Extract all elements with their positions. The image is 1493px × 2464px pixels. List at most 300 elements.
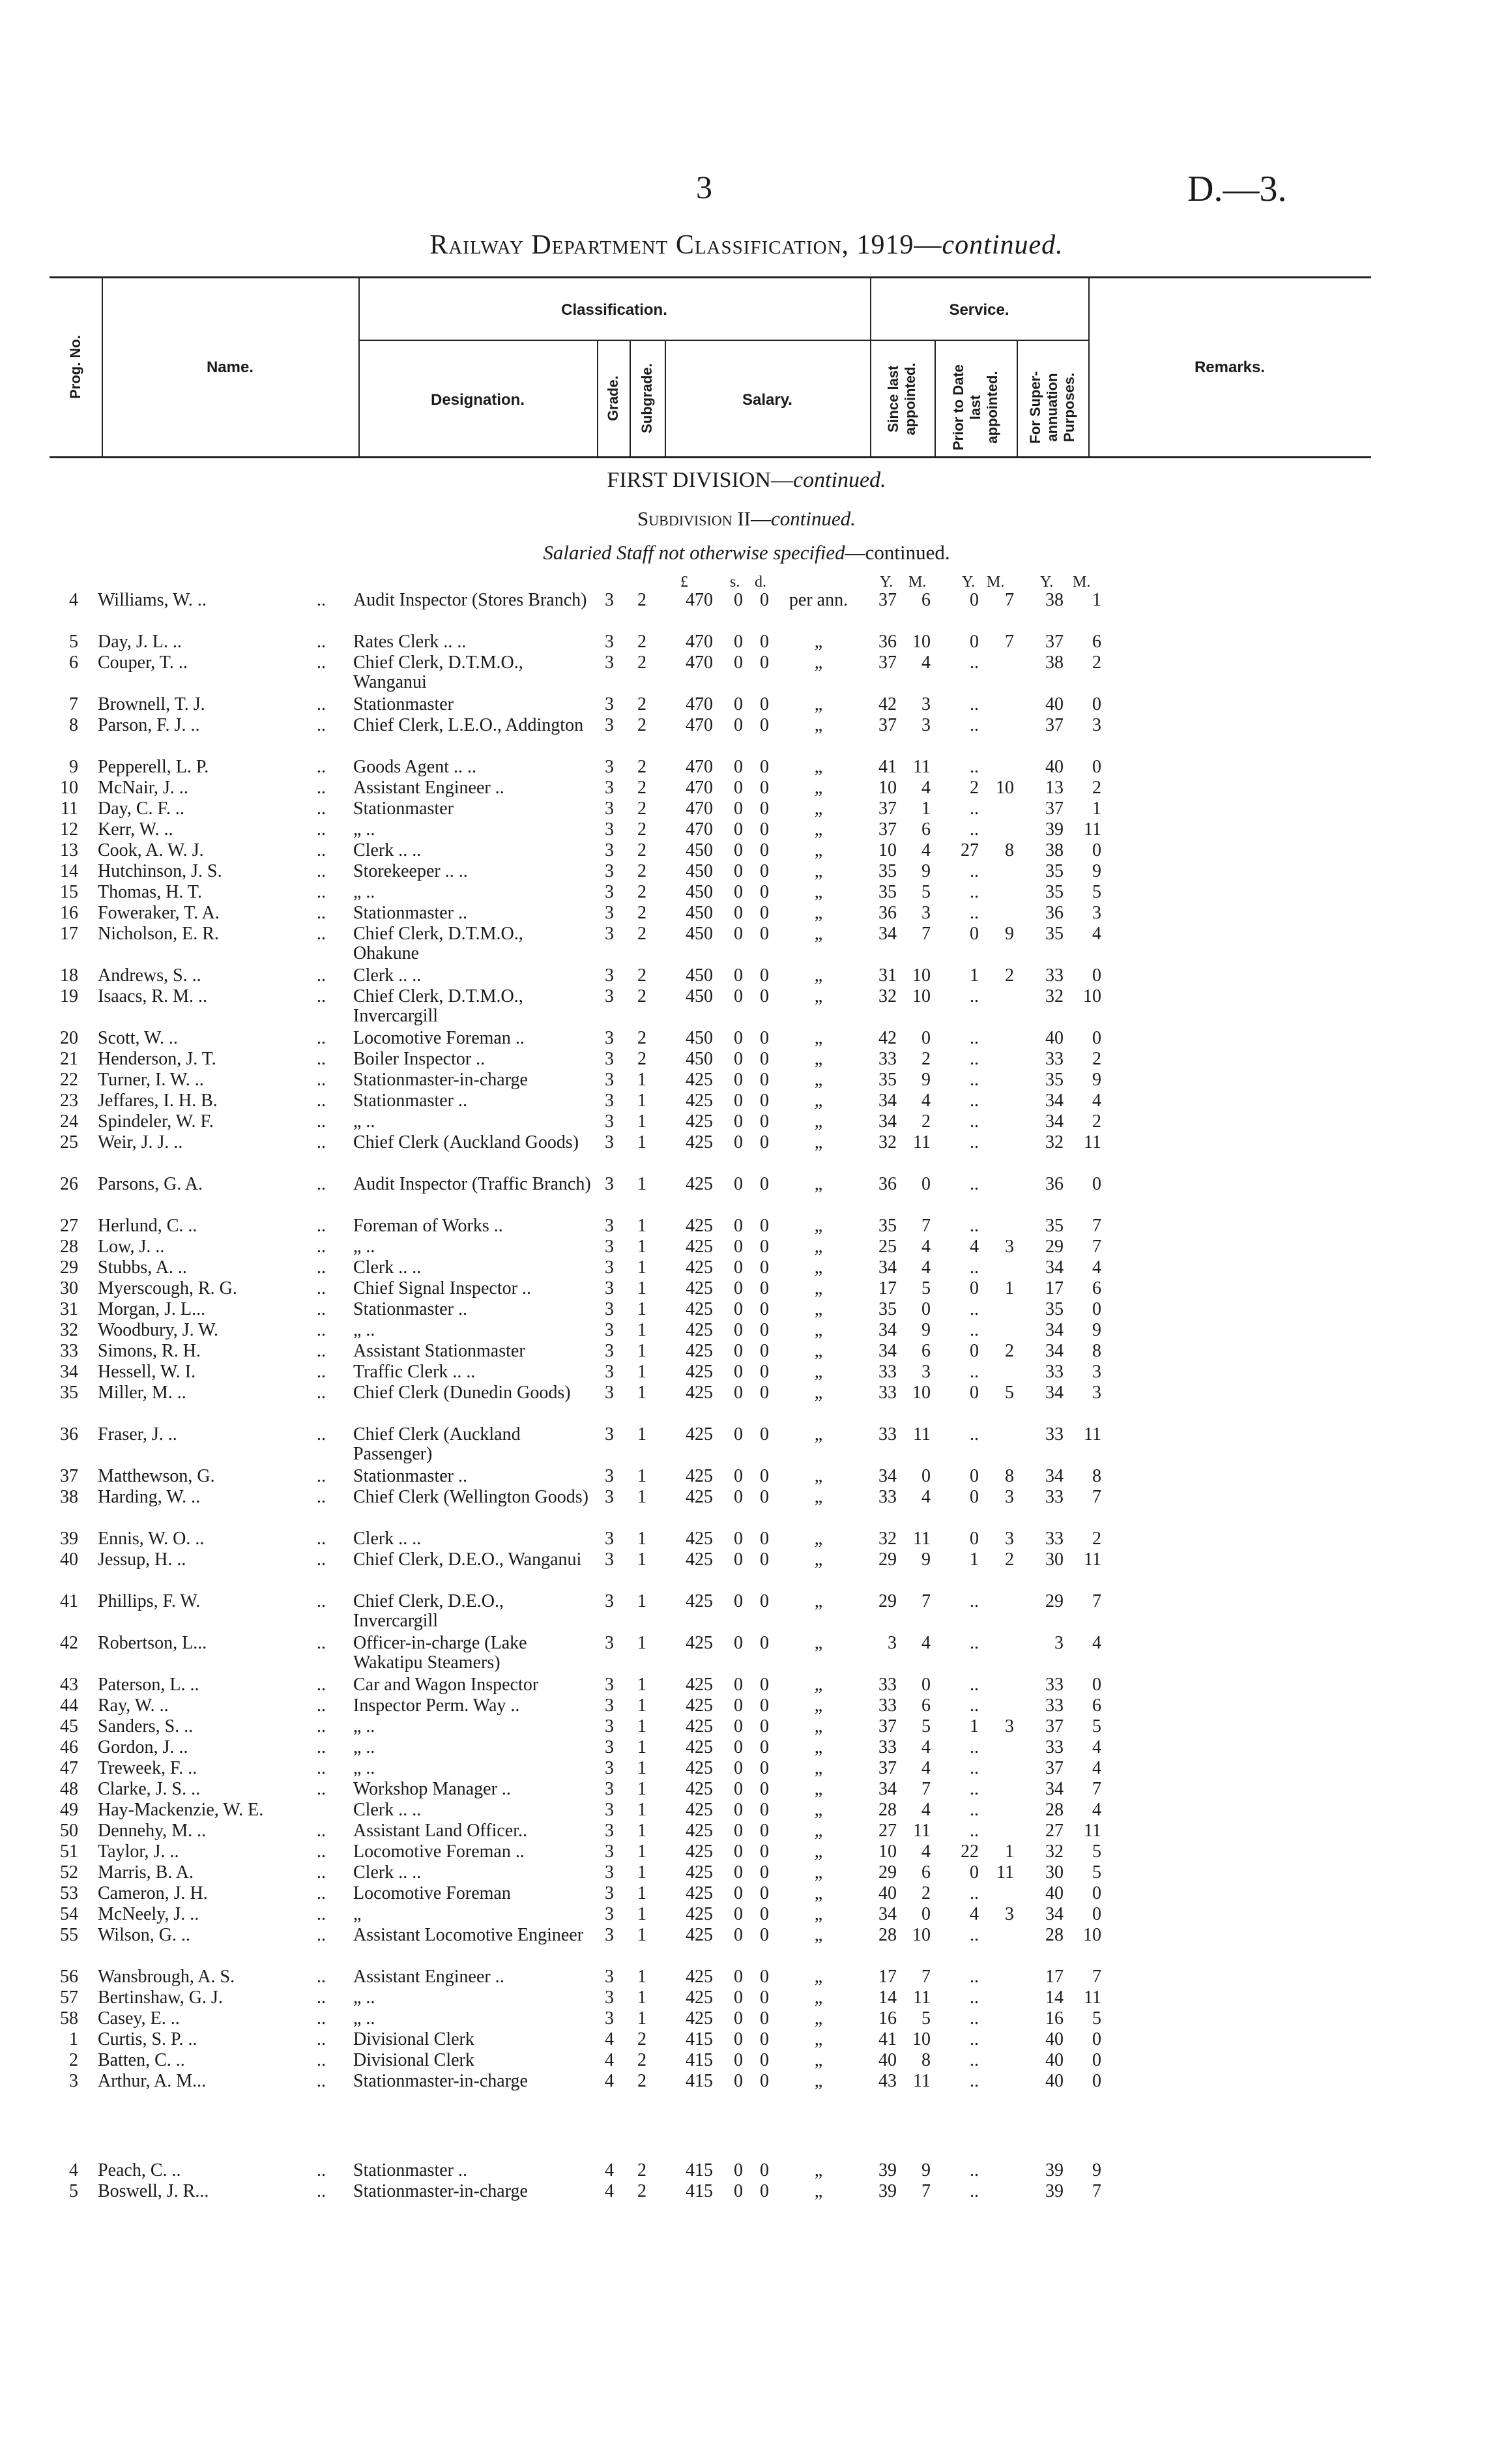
cell-desig: Clerk .. ..: [353, 965, 422, 986]
cell-py: ..: [970, 1049, 979, 1069]
cell-pounds: 450: [686, 1049, 713, 1069]
cell-s: 0: [734, 1841, 743, 1862]
cell-name: Spindeler, W. F.: [98, 1111, 214, 1132]
cell-tm: 9: [1092, 861, 1101, 881]
cell-no: 11: [61, 799, 78, 819]
header-mid-rule: [358, 340, 1088, 341]
cell-sm: 4: [921, 840, 931, 860]
cell-tm: 5: [1092, 1716, 1101, 1737]
cell-s: 0: [734, 715, 743, 735]
cell-s: 0: [734, 1091, 743, 1111]
cell-sy: 33: [878, 1049, 897, 1069]
cell-desig: „ ..: [353, 2008, 375, 2029]
cell-sy: 17: [878, 1278, 897, 1298]
cell-s: 0: [734, 1028, 743, 1048]
cell-tm: 0: [1092, 2050, 1101, 2070]
cell-sy: 33: [878, 1362, 897, 1382]
cell-d: 0: [760, 1800, 769, 1820]
cell-desig: „ ..: [353, 1716, 375, 1737]
cell-py: ..: [970, 1257, 979, 1278]
cell-per: „: [814, 2008, 823, 2029]
cell-sm: 10: [912, 632, 931, 652]
cell-desig: Locomotive Foreman ..: [353, 1028, 525, 1048]
header-divider: [597, 340, 598, 456]
cell-tm: 0: [1092, 840, 1101, 860]
cell-sm: 9: [921, 2160, 931, 2180]
header-salary: Salary.: [742, 391, 792, 409]
cell-no: 17: [60, 924, 78, 944]
cell-pounds: 425: [686, 1174, 713, 1194]
cell-name: Phillips, F. W.: [98, 1591, 201, 1611]
cell-no: 22: [60, 1070, 78, 1090]
cell-d: 0: [760, 840, 769, 860]
cell-sub: 1: [637, 1320, 646, 1340]
cell-tm: 9: [1092, 2160, 1101, 2180]
cell-pm: 3: [1005, 1487, 1014, 1507]
cell-sm: 2: [921, 1049, 931, 1069]
cell-sy: 33: [878, 1695, 897, 1716]
cell-no: 29: [60, 1257, 78, 1278]
cell-tm: 11: [1084, 1132, 1101, 1152]
cell-dots: ..: [317, 1362, 326, 1382]
cell-desig: Audit Inspector (Traffic Branch): [353, 1174, 591, 1194]
cell-s: 0: [734, 1049, 743, 1069]
cell-tm: 7: [1092, 1487, 1101, 1507]
cell-py: 1: [970, 1549, 979, 1570]
cell-per: „: [814, 2181, 823, 2201]
cell-ty: 40: [1045, 2071, 1064, 2091]
cell-py: 22: [961, 1841, 979, 1862]
cell-no: 37: [60, 1466, 78, 1486]
cell-no: 9: [69, 757, 78, 777]
cell-grade: 3: [605, 1591, 614, 1611]
cell-tm: 7: [1092, 1967, 1101, 1987]
cell-tm: 0: [1092, 757, 1101, 777]
cell-per: „: [814, 715, 823, 735]
cell-ty: 39: [1045, 2181, 1064, 2201]
cell-grade: 3: [605, 590, 614, 610]
cell-s: 0: [734, 2071, 743, 2091]
cell-grade: 3: [605, 1758, 614, 1778]
cell-no: 12: [60, 819, 78, 840]
cell-dots: ..: [317, 1695, 326, 1716]
cell-no: 28: [60, 1237, 78, 1257]
cell-tm: 9: [1092, 1320, 1101, 1340]
cell-pounds: 450: [686, 1028, 713, 1048]
cell-sy: 43: [878, 2071, 897, 2091]
cell-sy: 36: [878, 903, 897, 923]
cell-d: 0: [760, 1925, 769, 1945]
cell-d: 0: [760, 590, 769, 610]
cell-desig: „ ..: [353, 882, 375, 902]
cell-sub: 2: [637, 840, 646, 860]
cell-tm: 4: [1092, 1758, 1101, 1778]
cell-sy: 37: [878, 590, 897, 610]
cell-tm: 0: [1092, 2071, 1101, 2091]
cell-per: „: [814, 1028, 823, 1048]
cell-ty: 37: [1045, 715, 1064, 735]
cell-sy: 35: [878, 1299, 897, 1319]
cell-no: 58: [60, 2008, 78, 2029]
cell-grade: 3: [605, 1737, 614, 1757]
cell-name: Paterson, L. ..: [98, 1675, 199, 1695]
cell-d: 0: [760, 1821, 769, 1841]
cell-dots: ..: [317, 2050, 326, 2070]
cell-s: 0: [734, 1904, 743, 1924]
cell-sm: 4: [921, 1737, 931, 1757]
cell-sub: 1: [637, 1758, 646, 1778]
cell-sy: 3: [888, 1633, 897, 1653]
cell-py: 0: [970, 590, 979, 610]
cell-pounds: 425: [686, 1716, 713, 1737]
unit-years-super: Y.: [1040, 574, 1054, 591]
cell-sy: 35: [878, 861, 897, 881]
cell-d: 0: [760, 2181, 769, 2201]
cell-desig: Stationmaster: [353, 799, 454, 819]
cell-per: „: [814, 1779, 823, 1799]
cell-py: 4: [970, 1904, 979, 1924]
cell-dots: ..: [317, 1904, 326, 1924]
cell-no: 34: [60, 1362, 78, 1382]
cell-dots: ..: [317, 1424, 326, 1445]
cell-desig: Assistant Engineer ..: [353, 778, 504, 798]
cell-desig: „ ..: [353, 819, 375, 840]
cell-sy: 10: [878, 1841, 897, 1862]
cell-py: ..: [970, 903, 979, 923]
cell-sy: 34: [878, 1111, 897, 1132]
cell-desig: Chief Clerk, D.E.O., Invercargill: [353, 1591, 504, 1631]
cell-pounds: 470: [686, 819, 713, 840]
cell-tm: 8: [1092, 1341, 1101, 1361]
cell-sub: 2: [637, 2050, 646, 2070]
cell-sy: 34: [878, 1257, 897, 1278]
cell-dots: ..: [317, 778, 326, 798]
cell-pounds: 425: [686, 2008, 713, 2029]
cell-name: Turner, I. W. ..: [98, 1070, 204, 1090]
cell-sy: 42: [878, 694, 897, 714]
cell-ty: 32: [1045, 986, 1064, 1006]
cell-d: 0: [760, 694, 769, 714]
cell-tm: 7: [1092, 1591, 1101, 1611]
cell-no: 53: [60, 1883, 78, 1903]
cell-pm: 8: [1005, 840, 1014, 860]
cell-ty: 36: [1045, 1174, 1064, 1194]
cell-name: Bertinshaw, G. J.: [98, 1987, 223, 2008]
cell-pounds: 425: [686, 1841, 713, 1862]
cell-pm: 2: [1005, 965, 1014, 986]
cell-ty: 34: [1045, 1904, 1064, 1924]
cell-sm: 11: [913, 1987, 931, 2008]
cell-sy: 31: [878, 965, 897, 986]
cell-grade: 3: [605, 1299, 614, 1319]
cell-py: ..: [970, 1216, 979, 1236]
cell-name: Herlund, C. ..: [98, 1216, 197, 1236]
cell-grade: 3: [605, 1675, 614, 1695]
cell-sm: 3: [921, 694, 931, 714]
cell-d: 0: [760, 1028, 769, 1048]
cell-no: 4: [69, 590, 78, 610]
cell-tm: 4: [1092, 1257, 1101, 1278]
cell-sy: 41: [878, 2029, 897, 2049]
cell-no: 31: [60, 1299, 78, 1319]
cell-grade: 3: [605, 1925, 614, 1945]
cell-dots: ..: [317, 882, 326, 902]
cell-pm: 5: [1005, 1383, 1014, 1403]
cell-s: 0: [734, 1216, 743, 1236]
cell-grade: 3: [605, 1529, 614, 1549]
cell-per: „: [814, 757, 823, 777]
cell-ty: 35: [1045, 1216, 1064, 1236]
cell-pounds: 470: [686, 694, 713, 714]
cell-per: „: [814, 1237, 823, 1257]
cell-py: ..: [970, 1758, 979, 1778]
cell-name: Matthewson, G.: [98, 1466, 215, 1486]
cell-dots: ..: [317, 1174, 326, 1194]
cell-sm: 4: [921, 1841, 931, 1862]
unit-months-since: M.: [908, 574, 927, 591]
cell-sub: 2: [637, 2029, 646, 2049]
cell-ty: 40: [1045, 757, 1064, 777]
cell-name: Treweek, F. ..: [98, 1758, 197, 1778]
cell-dots: ..: [317, 1341, 326, 1361]
cell-dots: ..: [317, 1299, 326, 1319]
cell-no: 50: [60, 1821, 78, 1841]
cell-desig: Stationmaster-in-charge: [353, 1070, 528, 1090]
cell-dots: ..: [317, 1967, 326, 1987]
cell-sub: 2: [637, 653, 646, 673]
cell-sm: 11: [913, 757, 931, 777]
cell-name: Parson, F. J. ..: [98, 715, 200, 735]
cell-grade: 3: [605, 1862, 614, 1883]
cell-s: 0: [734, 1695, 743, 1716]
cell-dots: ..: [317, 1257, 326, 1278]
cell-py: ..: [970, 1362, 979, 1382]
cell-d: 0: [760, 986, 769, 1006]
cell-sm: 0: [921, 1904, 931, 1924]
cell-sub: 1: [637, 1487, 646, 1507]
cell-d: 0: [760, 1779, 769, 1799]
cell-sub: 2: [637, 903, 646, 923]
cell-sm: 11: [913, 2071, 931, 2091]
cell-sy: 29: [878, 1862, 897, 1883]
cell-sub: 2: [637, 986, 646, 1006]
cell-pounds: 470: [686, 590, 713, 610]
division-title: FIRST DIVISION—: [607, 468, 793, 492]
cell-sub: 2: [637, 632, 646, 652]
cell-desig: „ ..: [353, 1987, 375, 2008]
cell-name: Batten, C. ..: [98, 2050, 185, 2070]
cell-ty: 34: [1045, 1466, 1064, 1486]
cell-sy: 34: [878, 1320, 897, 1340]
cell-tm: 3: [1092, 1362, 1101, 1382]
cell-grade: 3: [605, 903, 614, 923]
cell-tm: 1: [1092, 590, 1101, 610]
cell-s: 0: [734, 1591, 743, 1611]
cell-s: 0: [734, 840, 743, 860]
header-name: Name.: [206, 359, 254, 376]
cell-s: 0: [734, 1716, 743, 1737]
cell-name: Taylor, J. ..: [98, 1841, 179, 1862]
cell-pounds: 425: [686, 1967, 713, 1987]
cell-grade: 3: [605, 1320, 614, 1340]
cell-pounds: 425: [686, 1320, 713, 1340]
cell-grade: 3: [605, 1278, 614, 1298]
cell-s: 0: [734, 1800, 743, 1820]
cell-dots: ..: [317, 2160, 326, 2180]
cell-sub: 1: [637, 1466, 646, 1486]
cell-tm: 11: [1084, 1424, 1101, 1445]
cell-no: 33: [60, 1341, 78, 1361]
cell-name: Parsons, G. A.: [98, 1174, 203, 1194]
cell-s: 0: [734, 1758, 743, 1778]
cell-desig: Chief Clerk, D.T.M.O., Wanganui: [353, 653, 523, 692]
cell-name: Fraser, J. ..: [98, 1424, 177, 1445]
cell-desig: Inspector Perm. Way ..: [353, 1695, 520, 1716]
cell-pounds: 425: [686, 1821, 713, 1841]
cell-sub: 1: [637, 1278, 646, 1298]
cell-desig: Stationmaster-in-charge: [353, 2181, 528, 2201]
cell-ty: 39: [1045, 2160, 1064, 2180]
cell-no: 49: [60, 1800, 78, 1820]
cell-grade: 3: [605, 1341, 614, 1361]
cell-tm: 0: [1092, 965, 1101, 986]
cell-s: 0: [734, 778, 743, 798]
cell-grade: 3: [605, 1383, 614, 1403]
cell-d: 0: [760, 1904, 769, 1924]
cell-d: 0: [760, 1758, 769, 1778]
cell-tm: 5: [1092, 882, 1101, 902]
cell-grade: 3: [605, 882, 614, 902]
cell-dots: ..: [317, 1132, 326, 1152]
cell-no: 52: [60, 1862, 78, 1883]
cell-sub: 1: [637, 2008, 646, 2029]
cell-no: 15: [60, 882, 78, 902]
cell-sub: 1: [637, 1925, 646, 1945]
cell-no: 20: [60, 1028, 78, 1048]
cell-ty: 33: [1045, 1529, 1064, 1549]
cell-per: „: [814, 965, 823, 986]
cell-d: 0: [760, 1737, 769, 1757]
unit-shillings: s.: [730, 574, 740, 591]
cell-sy: 34: [878, 1779, 897, 1799]
cell-name: Isaacs, R. M. ..: [98, 986, 207, 1006]
cell-pounds: 425: [686, 1591, 713, 1611]
cell-sy: 37: [878, 715, 897, 735]
cell-name: Jeffares, I. H. B.: [98, 1091, 218, 1111]
cell-desig: Chief Clerk (Wellington Goods): [353, 1487, 588, 1507]
cell-name: Jessup, H. ..: [98, 1549, 186, 1570]
cell-sm: 7: [921, 1216, 931, 1236]
cell-d: 0: [760, 2029, 769, 2049]
cell-per: „: [814, 1466, 823, 1486]
cell-dots: ..: [317, 1487, 326, 1507]
cell-sm: 6: [921, 1862, 931, 1883]
cell-sub: 1: [637, 1800, 646, 1820]
cell-sm: 3: [921, 1362, 931, 1382]
cell-tm: 6: [1092, 632, 1101, 652]
cell-sub: 2: [637, 882, 646, 902]
cell-name: Sanders, S. ..: [98, 1716, 194, 1737]
cell-s: 0: [734, 1925, 743, 1945]
cell-s: 0: [734, 1278, 743, 1298]
cell-s: 0: [734, 1967, 743, 1987]
cell-grade: 3: [605, 1904, 614, 1924]
cell-d: 0: [760, 2160, 769, 2180]
cell-tm: 0: [1092, 694, 1101, 714]
cell-tm: 0: [1092, 1299, 1101, 1319]
cell-sub: 1: [637, 1257, 646, 1278]
cell-desig: Stationmaster ..: [353, 1466, 467, 1486]
cell-per: „: [814, 1091, 823, 1111]
unit-months-prior: M.: [987, 574, 1005, 591]
cell-sm: 1: [921, 799, 931, 819]
cell-desig: „ ..: [353, 1737, 375, 1757]
cell-sm: 0: [921, 1028, 931, 1048]
cell-desig: Chief Clerk, L.E.O., Addington: [353, 715, 584, 735]
cell-s: 0: [734, 1383, 743, 1403]
cell-sub: 1: [637, 1862, 646, 1883]
header-for-super: For Super-annuation Purposes.: [1027, 371, 1077, 444]
cell-s: 0: [734, 757, 743, 777]
unit-pounds: £: [680, 574, 688, 591]
cell-ty: 33: [1045, 1487, 1064, 1507]
cell-s: 0: [734, 1633, 743, 1653]
cell-sy: 33: [878, 1487, 897, 1507]
cell-sm: 4: [921, 1758, 931, 1778]
cell-per: „: [814, 1216, 823, 1236]
cell-d: 0: [760, 1487, 769, 1507]
cell-no: 56: [60, 1967, 78, 1987]
cell-sm: 11: [913, 1821, 931, 1841]
cell-pounds: 425: [686, 1633, 713, 1653]
cell-name: Couper, T. ..: [98, 653, 188, 673]
cell-tm: 0: [1092, 1883, 1101, 1903]
cell-desig: „ ..: [353, 1320, 375, 1340]
cell-grade: 3: [605, 986, 614, 1006]
cell-per: „: [814, 924, 823, 944]
cell-grade: 3: [605, 1362, 614, 1382]
cell-py: ..: [970, 1675, 979, 1695]
cell-sy: 33: [878, 1424, 897, 1445]
cell-py: ..: [970, 1779, 979, 1799]
cell-s: 0: [734, 1362, 743, 1382]
staff-continued: —continued.: [845, 541, 950, 564]
cell-pounds: 450: [686, 965, 713, 986]
cell-name: Robertson, L...: [98, 1633, 207, 1653]
cell-pounds: 470: [686, 757, 713, 777]
cell-dots: ..: [317, 1320, 326, 1340]
cell-dots: ..: [317, 1883, 326, 1903]
cell-py: ..: [970, 1821, 979, 1841]
cell-tm: 2: [1092, 1529, 1101, 1549]
cell-sm: 8: [921, 2050, 931, 2070]
cell-s: 0: [734, 1821, 743, 1841]
cell-py: ..: [970, 1299, 979, 1319]
cell-name: Henderson, J. T.: [98, 1049, 216, 1069]
cell-sub: 2: [637, 2071, 646, 2091]
cell-pounds: 415: [686, 2050, 713, 2070]
cell-ty: 28: [1045, 1925, 1064, 1945]
cell-per: „: [814, 903, 823, 923]
cell-s: 0: [734, 2050, 743, 2070]
cell-py: ..: [970, 1028, 979, 1048]
cell-s: 0: [734, 590, 743, 610]
cell-per: „: [814, 1111, 823, 1132]
cell-pm: 1: [1005, 1841, 1014, 1862]
cell-sy: 27: [878, 1821, 897, 1841]
cell-per: „: [814, 2071, 823, 2091]
cell-grade: 3: [605, 653, 614, 673]
